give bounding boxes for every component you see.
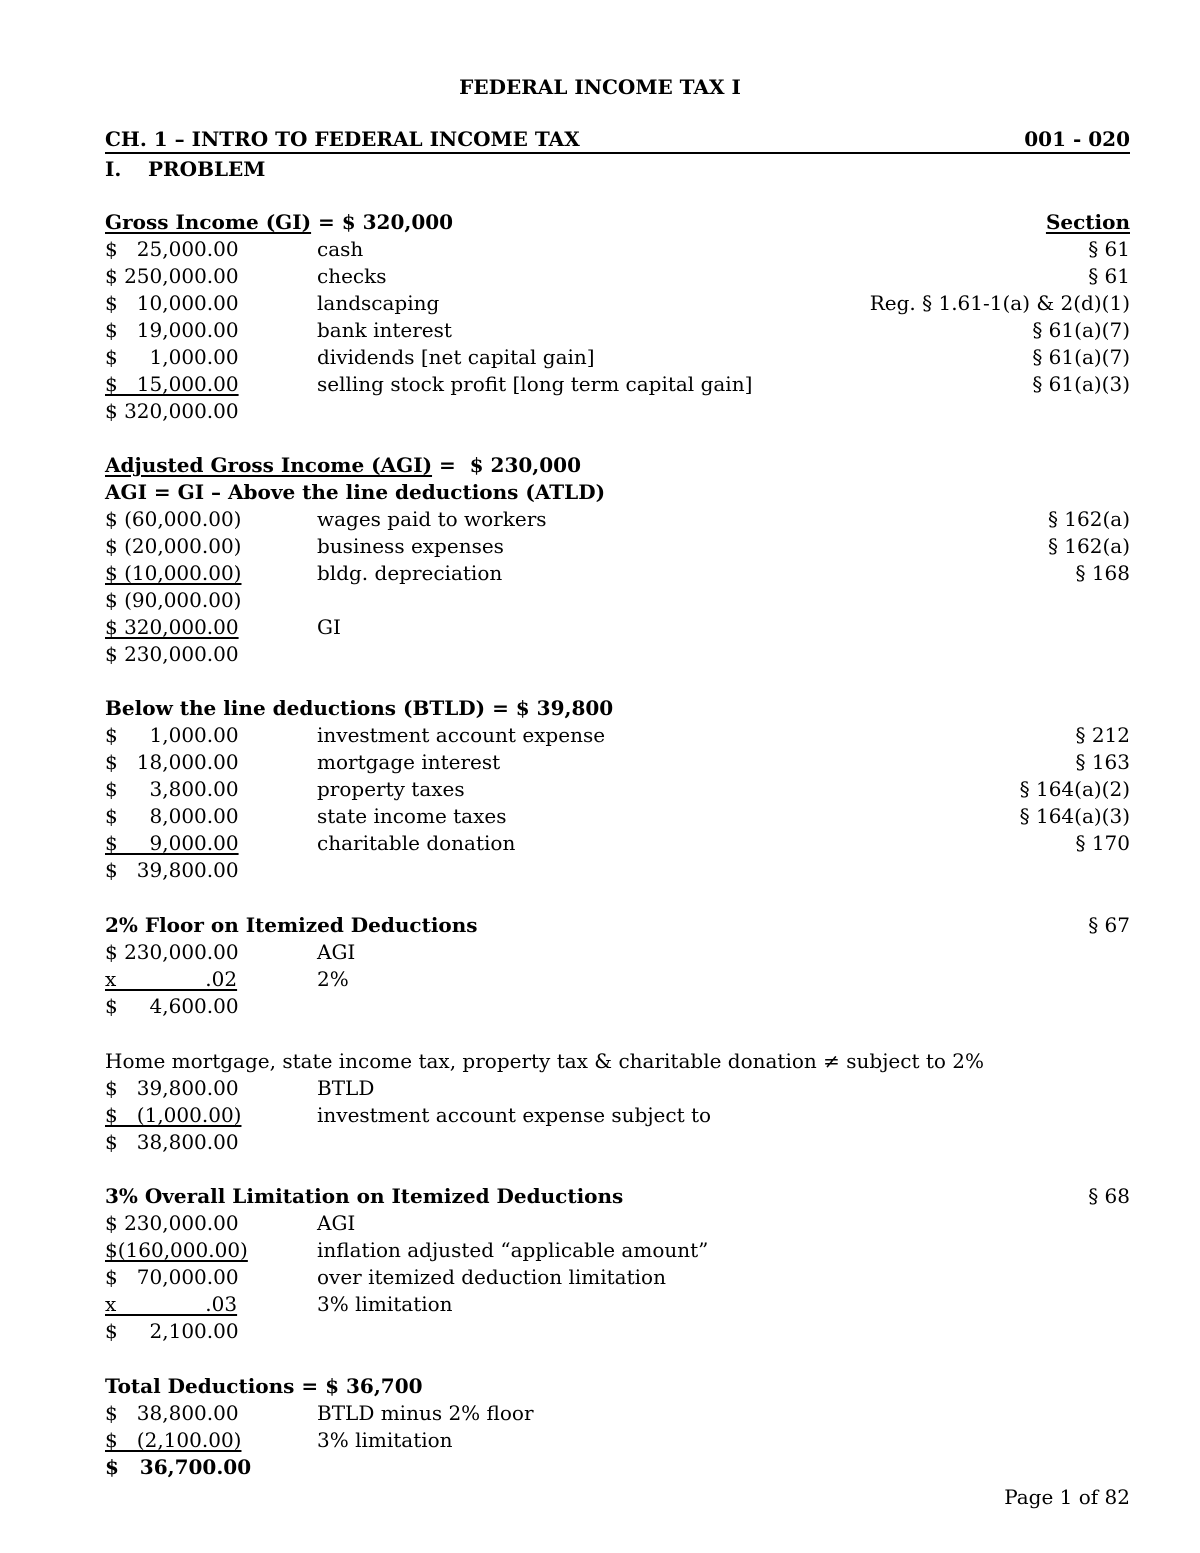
gi-heading-label: Gross Income (GI) [105,210,312,234]
description: 2% [317,967,349,991]
gi-heading-value: = $ 320,000 [311,210,454,234]
amount: x .02 [105,967,238,991]
description: mortgage interest [317,750,501,774]
table-row [105,803,1130,830]
section-ref: § 61 [1088,264,1130,288]
note-text: Home mortgage, state income tax, property tax & charitable donation ≠ subject to 2% [105,1049,985,1073]
table-row [105,560,1130,587]
total-row [105,641,1130,668]
total-row [105,993,1130,1020]
gi-heading [105,209,1130,236]
section-ref: § 212 [1075,723,1130,747]
total-heading [105,1373,1130,1400]
agi-formula: AGI = GI – Above the line deductions (ATLD) [105,480,606,504]
description: bank interest [317,318,452,342]
total-row [105,1129,1130,1156]
amount: $ 320,000.00 [105,615,239,639]
table-row [105,317,1130,344]
btld-heading [105,695,1130,722]
section-ref: § 61(a)(7) [1032,345,1130,369]
section-number: I. [105,157,122,181]
table-row [105,1264,1130,1291]
amount: $ 18,000.00 [105,750,239,774]
floor-heading-label: 2% Floor on Itemized Deductions [105,913,478,937]
limit-heading-label: 3% Overall Limitation on Itemized Deductions [105,1184,624,1208]
description: 3% limitation [317,1428,453,1452]
description: AGI [317,940,356,964]
section-ref: § 162(a) [1047,507,1130,531]
table-row [105,533,1130,560]
description: bldg. depreciation [317,561,503,585]
section-ref: § 61(a)(3) [1032,372,1130,396]
table-row [105,1291,1130,1318]
agi-heading [105,452,1130,479]
amount: $ 19,000.00 [105,318,239,342]
agi-heading-label: Adjusted Gross Income (AGI) [105,453,433,477]
total-row [105,1454,1130,1481]
description: inflation adjusted “applicable amount” [317,1238,709,1262]
table-row [105,371,1130,398]
section-ref: § 61(a)(7) [1032,318,1130,342]
total-heading-label: Total Deductions = $ 36,700 [105,1374,423,1398]
total-row [105,857,1130,884]
table-row [105,1237,1130,1264]
description: BTLD minus 2% floor [317,1401,534,1425]
table-row [105,263,1130,290]
description: GI [317,615,341,639]
description: business expenses [317,534,504,558]
amount: $ 230,000.00 [105,642,239,666]
amount: $ 1,000.00 [105,345,239,369]
amount: $ 4,600.00 [105,994,239,1018]
amount: $ (10,000.00) [105,561,242,585]
amount: $ (60,000.00) [105,507,242,531]
total-row [105,398,1130,425]
amount: $ 70,000.00 [105,1265,239,1289]
amount: $ 39,800.00 [105,858,239,882]
table-row [105,344,1130,371]
description: selling stock profit [long term capital gain] [317,372,753,396]
table-row [105,830,1130,857]
note-line [105,1048,1130,1075]
page-number: Page 1 of 82 [1004,1485,1130,1509]
section-ref: § 162(a) [1047,534,1130,558]
table-row [105,290,1130,317]
amount: $ 230,000.00 [105,1211,239,1235]
table-row [105,966,1130,993]
amount: $ (90,000.00) [105,588,242,612]
section-ref: § 68 [1088,1184,1130,1208]
agi-subheading [105,479,1130,506]
table-row [105,587,1130,614]
agi-heading-value: = $ 230,000 [432,453,582,477]
table-row [105,1210,1130,1237]
description: charitable donation [317,831,516,855]
description: cash [317,237,364,261]
table-row [105,1075,1130,1102]
table-row [105,749,1130,776]
chapter-header [105,126,1130,154]
document-title: FEDERAL INCOME TAX I [459,75,741,99]
description: investment account expense subject to [317,1103,712,1127]
amount: $ 8,000.00 [105,804,239,828]
amount: $ 9,000.00 [105,831,239,855]
amount: $ (2,100.00) [105,1428,242,1452]
section-ref: § 164(a)(2) [1019,777,1130,801]
chapter-title: CH. 1 – INTRO TO FEDERAL INCOME TAX [105,127,580,151]
table-row [105,1102,1130,1129]
description: BTLD [317,1076,375,1100]
total-row [105,1318,1130,1345]
section-ref: § 61 [1088,237,1130,261]
section-ref: § 168 [1075,561,1130,585]
description: AGI [317,1211,356,1235]
amount: $ 25,000.00 [105,237,239,261]
amount: $ 1,000.00 [105,723,239,747]
table-row [105,506,1130,533]
amount: $ 15,000.00 [105,372,239,396]
description: landscaping [317,291,440,315]
section-title: PROBLEM [148,157,266,181]
section-heading [105,156,265,182]
section-ref: Reg. § 1.61-1(a) & 2(d)(1) [869,291,1130,315]
description: investment account expense [317,723,606,747]
amount: $ 320,000.00 [105,399,239,423]
amount: $ 3,800.00 [105,777,239,801]
section-ref: § 170 [1075,831,1130,855]
amount: $ 36,700.00 [105,1455,252,1479]
table-row [105,236,1130,263]
table-row [105,776,1130,803]
amount: $ 39,800.00 [105,1076,239,1100]
section-ref: § 163 [1075,750,1130,774]
table-row [105,939,1130,966]
amount: $ (1,000.00) [105,1103,242,1127]
description: checks [317,264,387,288]
amount: x .03 [105,1292,238,1316]
description: 3% limitation [317,1292,453,1316]
description: over itemized deduction limitation [317,1265,666,1289]
amount: $ 38,800.00 [105,1130,239,1154]
description: property taxes [317,777,465,801]
amount: $ 10,000.00 [105,291,239,315]
section-column-header: Section [1045,210,1130,234]
amount: $ 2,100.00 [105,1319,239,1343]
section-ref: § 164(a)(3) [1019,804,1130,828]
amount: $ 230,000.00 [105,940,239,964]
table-row [105,1427,1130,1454]
description: wages paid to workers [317,507,547,531]
table-row [105,722,1130,749]
table-row [105,614,1130,641]
table-row [105,1400,1130,1427]
amount: $ (20,000.00) [105,534,242,558]
chapter-range: 001 - 020 [1024,127,1130,151]
description: dividends [net capital gain] [317,345,595,369]
amount: $ 38,800.00 [105,1401,239,1425]
btld-heading-label: Below the line deductions (BTLD) = $ 39,800 [105,696,614,720]
amount: $ 250,000.00 [105,264,239,288]
limit-heading [105,1183,1130,1210]
description: state income taxes [317,804,507,828]
floor-heading [105,912,1130,939]
section-ref: § 67 [1088,913,1130,937]
amount: $(160,000.00) [105,1238,248,1262]
